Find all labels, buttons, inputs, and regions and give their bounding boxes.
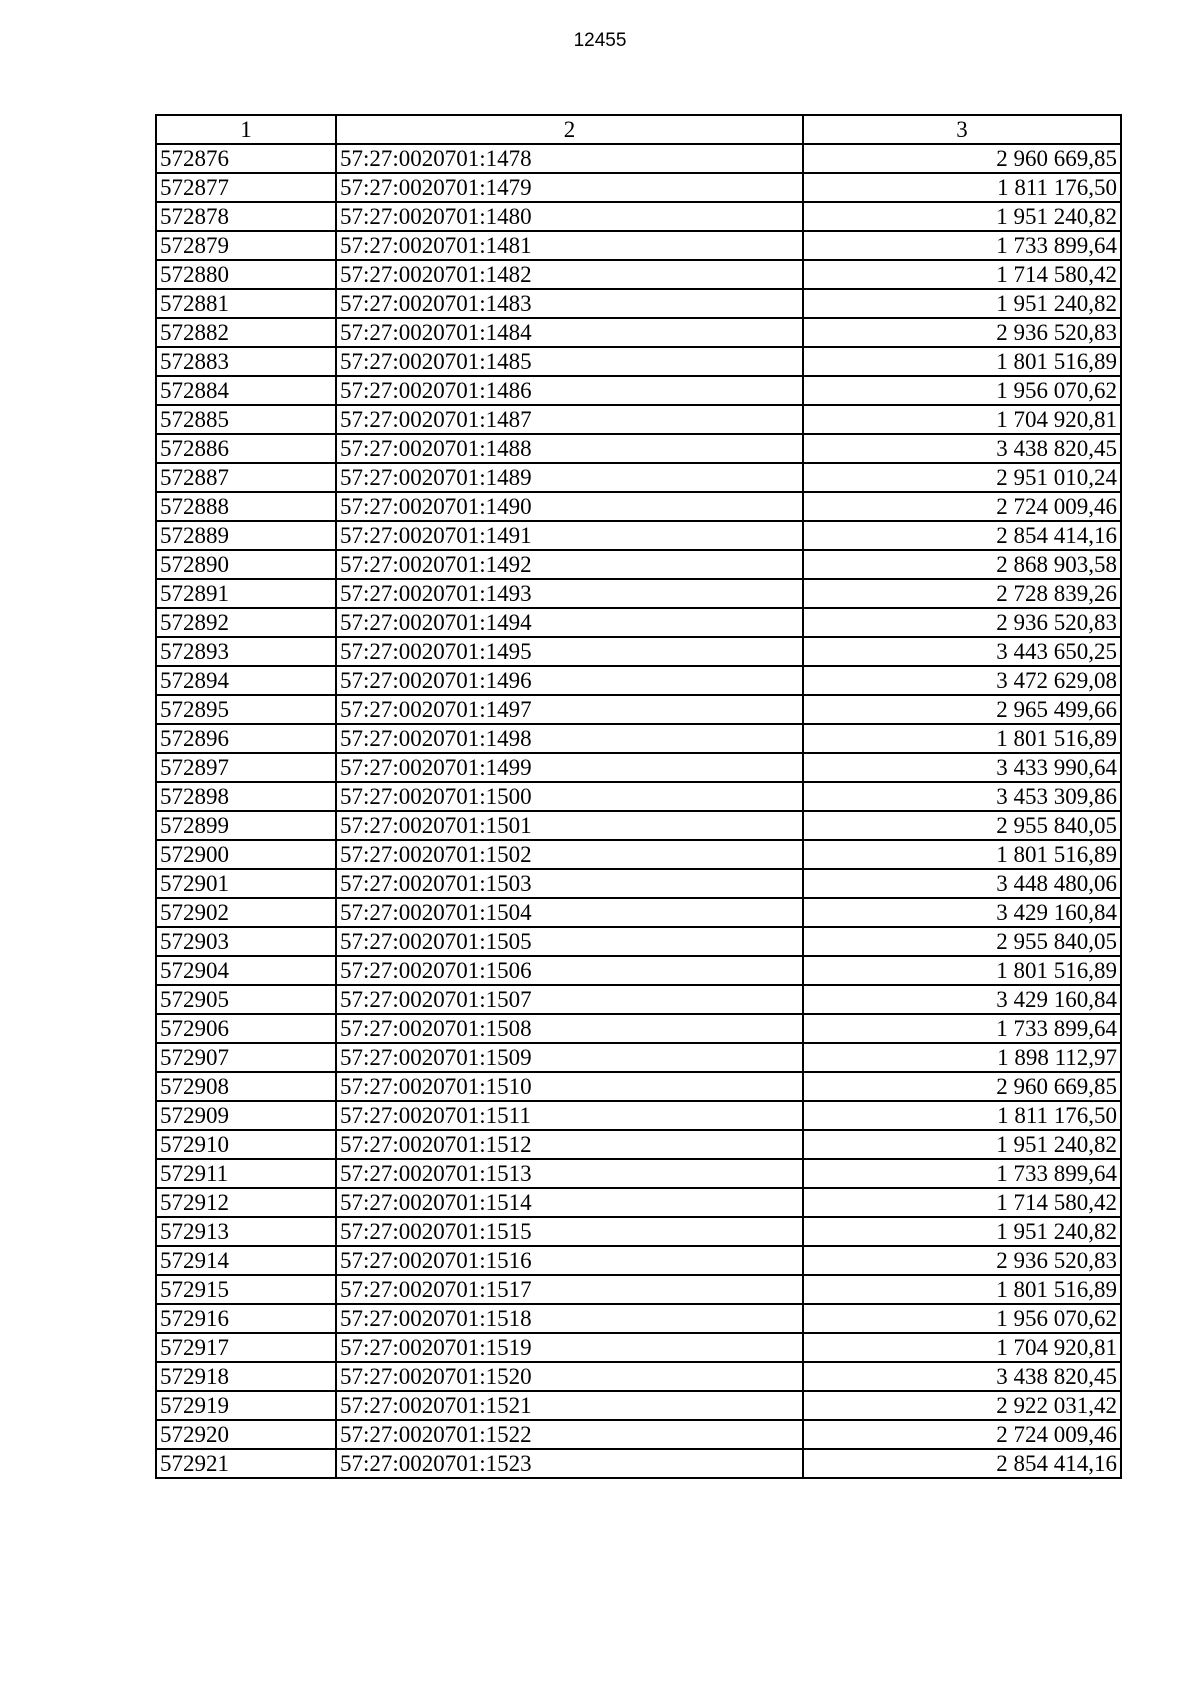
- row-number-cell: 572886: [156, 434, 336, 463]
- row-number-cell: 572905: [156, 985, 336, 1014]
- table-row: [156, 579, 1121, 608]
- table-row: [156, 753, 1121, 782]
- cadastral-value-cell: 1 811 176,50: [803, 173, 1121, 202]
- row-number-cell: 572889: [156, 521, 336, 550]
- table-header-row: [156, 115, 1121, 144]
- cadastral-value-cell: 1 951 240,82: [803, 1130, 1121, 1159]
- column-header-1: 1: [156, 115, 336, 144]
- table-row: [156, 173, 1121, 202]
- cadastral-number-cell: 57:27:0020701:1514: [336, 1188, 803, 1217]
- table-row: [156, 608, 1121, 637]
- row-number-cell: 572884: [156, 376, 336, 405]
- cadastral-number-cell: 57:27:0020701:1479: [336, 173, 803, 202]
- table-row: [156, 1449, 1121, 1478]
- row-number-cell: 572882: [156, 318, 336, 347]
- row-number-cell: 572907: [156, 1043, 336, 1072]
- cadastral-number-cell: 57:27:0020701:1484: [336, 318, 803, 347]
- table-row: [156, 289, 1121, 318]
- row-number-cell: 572880: [156, 260, 336, 289]
- cadastral-number-cell: 57:27:0020701:1513: [336, 1159, 803, 1188]
- cadastral-value-cell: 3 438 820,45: [803, 1362, 1121, 1391]
- cadastral-number-cell: 57:27:0020701:1482: [336, 260, 803, 289]
- table-row: [156, 927, 1121, 956]
- row-number-cell: 572901: [156, 869, 336, 898]
- table-row: [156, 782, 1121, 811]
- row-number-cell: 572894: [156, 666, 336, 695]
- cadastral-number-cell: 57:27:0020701:1481: [336, 231, 803, 260]
- row-number-cell: 572914: [156, 1246, 336, 1275]
- cadastral-value-cell: 1 801 516,89: [803, 347, 1121, 376]
- table-row: [156, 1333, 1121, 1362]
- cadastral-value-cell: 1 956 070,62: [803, 1304, 1121, 1333]
- table-row: [156, 956, 1121, 985]
- cadastral-number-cell: 57:27:0020701:1486: [336, 376, 803, 405]
- cadastral-value-cell: 3 429 160,84: [803, 985, 1121, 1014]
- cadastral-value-cell: 2 955 840,05: [803, 927, 1121, 956]
- row-number-cell: 572899: [156, 811, 336, 840]
- cadastral-number-cell: 57:27:0020701:1510: [336, 1072, 803, 1101]
- cadastral-number-cell: 57:27:0020701:1490: [336, 492, 803, 521]
- table-row: [156, 202, 1121, 231]
- cadastral-value-cell: 1 714 580,42: [803, 260, 1121, 289]
- table-row: [156, 347, 1121, 376]
- row-number-cell: 572888: [156, 492, 336, 521]
- row-number-cell: 572917: [156, 1333, 336, 1362]
- cadastral-value-cell: 2 951 010,24: [803, 463, 1121, 492]
- table-row: [156, 1246, 1121, 1275]
- cadastral-value-cell: 2 936 520,83: [803, 1246, 1121, 1275]
- cadastral-number-cell: 57:27:0020701:1493: [336, 579, 803, 608]
- cadastral-value-cell: 1 951 240,82: [803, 289, 1121, 318]
- table-row: [156, 260, 1121, 289]
- table-row: [156, 1420, 1121, 1449]
- row-number-cell: 572897: [156, 753, 336, 782]
- column-header-3: 3: [803, 115, 1121, 144]
- cadastral-value-cell: 1 801 516,89: [803, 724, 1121, 753]
- cadastral-value-cell: 2 936 520,83: [803, 318, 1121, 347]
- page-number: 12455: [573, 30, 627, 51]
- cadastral-number-cell: 57:27:0020701:1517: [336, 1275, 803, 1304]
- cadastral-number-cell: 57:27:0020701:1478: [336, 144, 803, 173]
- cadastral-number-cell: 57:27:0020701:1519: [336, 1333, 803, 1362]
- table-body: [156, 144, 1121, 1478]
- table-row: [156, 724, 1121, 753]
- cadastral-value-cell: 3 443 650,25: [803, 637, 1121, 666]
- cadastral-number-cell: 57:27:0020701:1499: [336, 753, 803, 782]
- row-number-cell: 572885: [156, 405, 336, 434]
- row-number-cell: 572908: [156, 1072, 336, 1101]
- table-row: [156, 550, 1121, 579]
- cadastral-value-cell: 3 433 990,64: [803, 753, 1121, 782]
- cadastral-number-cell: 57:27:0020701:1503: [336, 869, 803, 898]
- row-number-cell: 572918: [156, 1362, 336, 1391]
- cadastral-value-cell: 1 704 920,81: [803, 1333, 1121, 1362]
- cadastral-number-cell: 57:27:0020701:1522: [336, 1420, 803, 1449]
- cadastral-value-cell: 2 922 031,42: [803, 1391, 1121, 1420]
- cadastral-number-cell: 57:27:0020701:1516: [336, 1246, 803, 1275]
- table-row: [156, 1101, 1121, 1130]
- cadastral-value-cell: 1 956 070,62: [803, 376, 1121, 405]
- cadastral-number-cell: 57:27:0020701:1505: [336, 927, 803, 956]
- row-number-cell: 572904: [156, 956, 336, 985]
- row-number-cell: 572912: [156, 1188, 336, 1217]
- row-number-cell: 572881: [156, 289, 336, 318]
- table-row: [156, 1217, 1121, 1246]
- row-number-cell: 572887: [156, 463, 336, 492]
- cadastral-number-cell: 57:27:0020701:1485: [336, 347, 803, 376]
- cadastral-value-cell: 1 951 240,82: [803, 1217, 1121, 1246]
- cadastral-number-cell: 57:27:0020701:1520: [336, 1362, 803, 1391]
- table-row: [156, 840, 1121, 869]
- table-row: [156, 1130, 1121, 1159]
- cadastral-value-cell: 3 429 160,84: [803, 898, 1121, 927]
- cadastral-number-cell: 57:27:0020701:1506: [336, 956, 803, 985]
- row-number-cell: 572895: [156, 695, 336, 724]
- cadastral-value-cell: 1 898 112,97: [803, 1043, 1121, 1072]
- cadastral-number-cell: 57:27:0020701:1511: [336, 1101, 803, 1130]
- cadastral-number-cell: 57:27:0020701:1512: [336, 1130, 803, 1159]
- cadastral-number-cell: 57:27:0020701:1495: [336, 637, 803, 666]
- row-number-cell: 572883: [156, 347, 336, 376]
- row-number-cell: 572916: [156, 1304, 336, 1333]
- cadastral-value-table: [155, 114, 1122, 1479]
- row-number-cell: 572892: [156, 608, 336, 637]
- cadastral-number-cell: 57:27:0020701:1492: [336, 550, 803, 579]
- table-row: [156, 898, 1121, 927]
- table-row: [156, 985, 1121, 1014]
- cadastral-value-cell: 1 733 899,64: [803, 231, 1121, 260]
- table-row: [156, 521, 1121, 550]
- cadastral-number-cell: 57:27:0020701:1489: [336, 463, 803, 492]
- row-number-cell: 572906: [156, 1014, 336, 1043]
- table-row: [156, 1391, 1121, 1420]
- table-row: [156, 144, 1121, 173]
- cadastral-value-cell: 2 960 669,85: [803, 1072, 1121, 1101]
- row-number-cell: 572876: [156, 144, 336, 173]
- cadastral-value-cell: 2 965 499,66: [803, 695, 1121, 724]
- cadastral-value-cell: 3 453 309,86: [803, 782, 1121, 811]
- cadastral-value-cell: 3 448 480,06: [803, 869, 1121, 898]
- cadastral-value-cell: 2 960 669,85: [803, 144, 1121, 173]
- row-number-cell: 572877: [156, 173, 336, 202]
- row-number-cell: 572902: [156, 898, 336, 927]
- row-number-cell: 572900: [156, 840, 336, 869]
- cadastral-value-cell: 1 801 516,89: [803, 956, 1121, 985]
- cadastral-number-cell: 57:27:0020701:1480: [336, 202, 803, 231]
- table-row: [156, 637, 1121, 666]
- cadastral-number-cell: 57:27:0020701:1509: [336, 1043, 803, 1072]
- cadastral-value-cell: 3 438 820,45: [803, 434, 1121, 463]
- table-row: [156, 666, 1121, 695]
- table-row: [156, 1275, 1121, 1304]
- row-number-cell: 572891: [156, 579, 336, 608]
- row-number-cell: 572910: [156, 1130, 336, 1159]
- cadastral-value-cell: 2 728 839,26: [803, 579, 1121, 608]
- row-number-cell: 572893: [156, 637, 336, 666]
- row-number-cell: 572896: [156, 724, 336, 753]
- cadastral-value-cell: 1 733 899,64: [803, 1014, 1121, 1043]
- table-row: [156, 318, 1121, 347]
- cadastral-value-cell: 2 724 009,46: [803, 492, 1121, 521]
- cadastral-number-cell: 57:27:0020701:1502: [336, 840, 803, 869]
- table-row: [156, 1014, 1121, 1043]
- cadastral-value-cell: 1 714 580,42: [803, 1188, 1121, 1217]
- cadastral-number-cell: 57:27:0020701:1518: [336, 1304, 803, 1333]
- table-row: [156, 492, 1121, 521]
- row-number-cell: 572878: [156, 202, 336, 231]
- cadastral-number-cell: 57:27:0020701:1501: [336, 811, 803, 840]
- row-number-cell: 572890: [156, 550, 336, 579]
- cadastral-value-cell: 1 811 176,50: [803, 1101, 1121, 1130]
- row-number-cell: 572879: [156, 231, 336, 260]
- row-number-cell: 572913: [156, 1217, 336, 1246]
- cadastral-number-cell: 57:27:0020701:1504: [336, 898, 803, 927]
- cadastral-value-cell: 1 951 240,82: [803, 202, 1121, 231]
- cadastral-value-cell: 1 801 516,89: [803, 840, 1121, 869]
- cadastral-number-cell: 57:27:0020701:1487: [336, 405, 803, 434]
- cadastral-value-cell: 2 854 414,16: [803, 521, 1121, 550]
- cadastral-number-cell: 57:27:0020701:1523: [336, 1449, 803, 1478]
- row-number-cell: 572920: [156, 1420, 336, 1449]
- cadastral-number-cell: 57:27:0020701:1497: [336, 695, 803, 724]
- table-row: [156, 231, 1121, 260]
- column-header-2: 2: [336, 115, 803, 144]
- cadastral-number-cell: 57:27:0020701:1508: [336, 1014, 803, 1043]
- row-number-cell: 572921: [156, 1449, 336, 1478]
- cadastral-value-cell: 1 704 920,81: [803, 405, 1121, 434]
- cadastral-value-cell: 2 868 903,58: [803, 550, 1121, 579]
- cadastral-number-cell: 57:27:0020701:1491: [336, 521, 803, 550]
- cadastral-value-cell: 2 955 840,05: [803, 811, 1121, 840]
- cadastral-number-cell: 57:27:0020701:1500: [336, 782, 803, 811]
- row-number-cell: 572911: [156, 1159, 336, 1188]
- cadastral-value-cell: 2 854 414,16: [803, 1449, 1121, 1478]
- cadastral-number-cell: 57:27:0020701:1496: [336, 666, 803, 695]
- cadastral-value-cell: 1 801 516,89: [803, 1275, 1121, 1304]
- table-row: [156, 463, 1121, 492]
- row-number-cell: 572919: [156, 1391, 336, 1420]
- table-row: [156, 1304, 1121, 1333]
- row-number-cell: 572915: [156, 1275, 336, 1304]
- cadastral-number-cell: 57:27:0020701:1507: [336, 985, 803, 1014]
- cadastral-number-cell: 57:27:0020701:1488: [336, 434, 803, 463]
- table-row: [156, 434, 1121, 463]
- cadastral-value-cell: 3 472 629,08: [803, 666, 1121, 695]
- cadastral-number-cell: 57:27:0020701:1494: [336, 608, 803, 637]
- table-row: [156, 811, 1121, 840]
- row-number-cell: 572898: [156, 782, 336, 811]
- row-number-cell: 572909: [156, 1101, 336, 1130]
- table-row: [156, 1043, 1121, 1072]
- row-number-cell: 572903: [156, 927, 336, 956]
- table-row: [156, 405, 1121, 434]
- cadastral-value-cell: 2 724 009,46: [803, 1420, 1121, 1449]
- cadastral-number-cell: 57:27:0020701:1521: [336, 1391, 803, 1420]
- cadastral-number-cell: 57:27:0020701:1498: [336, 724, 803, 753]
- cadastral-value-cell: 2 936 520,83: [803, 608, 1121, 637]
- cadastral-number-cell: 57:27:0020701:1483: [336, 289, 803, 318]
- table-row: [156, 1188, 1121, 1217]
- cadastral-number-cell: 57:27:0020701:1515: [336, 1217, 803, 1246]
- table-row: [156, 869, 1121, 898]
- table-row: [156, 1072, 1121, 1101]
- table-row: [156, 1159, 1121, 1188]
- table-row: [156, 376, 1121, 405]
- cadastral-value-cell: 1 733 899,64: [803, 1159, 1121, 1188]
- table-row: [156, 1362, 1121, 1391]
- table-row: [156, 695, 1121, 724]
